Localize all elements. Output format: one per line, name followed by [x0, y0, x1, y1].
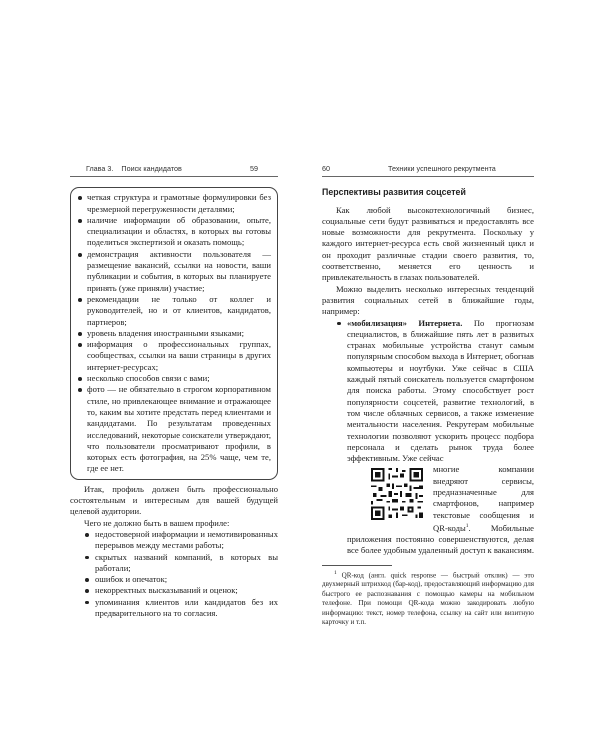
profile-negatives-list	[70, 529, 278, 619]
book-title: Техники успешного рекрутмента	[388, 164, 496, 173]
trend-text-cont: многие компании внедряют сервисы, предназначенные для смартфонов, например текстовые сообщения и QR-коды	[433, 464, 534, 533]
right-running-head	[322, 163, 534, 177]
list-item: скрытых названий компаний, в которых вы работали;	[84, 552, 278, 575]
qr-block	[347, 464, 534, 556]
footnote	[322, 569, 534, 628]
list-item: недостоверной информации и немотивированных перерывов между местами работы;	[84, 529, 278, 552]
list-item: фото — не обязательно в строгом корпоративном стиле, но привлекающее внимание и отражающее то, каким вы хотите предстать перед клиентами и кандидатами. По результатам проведенных исследований, некоторые соискатели утверждают, что пользователи просматривают профили, в которых есть фотография, на 25% чаще, чем те, где ее нет.	[77, 384, 271, 474]
footnote-divider	[322, 565, 392, 566]
paragraph: Как любой высокотехнологичный бизнес, социальные сети будут развиваться и предоставлять все новые возможности для рекрутмента. Поскольку у каждого интернет-ресурса есть свой жизненный цикл и он проходит различные стадии своего развития, то, соответственно, меняется его ценность и привлекательность в глазах пользователей.	[322, 204, 534, 283]
profile-tips-list	[77, 192, 271, 474]
left-running-head	[70, 163, 278, 177]
paragraph: Чего не должно быть в вашем профиле:	[84, 517, 230, 528]
list-item: рекомендации не только от коллег и руководителей, но и от клиентов, кандидатов, партнеров;	[77, 294, 271, 328]
list-item: информация о профессиональных группах, сообществах, ссылки на ваши страницы в других интернет-ресурсах;	[77, 339, 271, 373]
trends-list	[336, 318, 534, 557]
list-item	[336, 318, 534, 557]
right-page-number: 60	[322, 164, 330, 173]
chapter-label: Глава 3.	[86, 164, 114, 173]
trend-title: «мобилизация» Интернета.	[347, 317, 463, 328]
list-item: четкая структура и грамотные формулировки без чрезмерной перегруженности деталями;	[77, 192, 271, 215]
trend-text: По прогнозам специалистов, в ближайшие пять лет в развитых странах мобильные устройства станут самым популярным способом выхода в Интернет, обогнав компьютеры и ноутбуки. Уже сейчас в США каждый пятый соискатель пользуется смартфоном для поиска работы. Этому способствует рост популярности соцсетей, развитие технологий, в том числе облачных сервисов, а также изменение ментальности населения. Рекрутерам мобильные технологии позволяют ускорить процесс подбора персонала и сделать рынок труда более эффективным. Уже сейчас	[347, 317, 535, 464]
paragraph: Можно выделить несколько интересных тенденций развития социальных сетей в ближайшие годы, например:	[322, 283, 534, 317]
chapter-title: Поиск кандидатов	[121, 164, 182, 173]
trend-text-end: . Мобильные приложения постоянно совершенствуются, делая все более удобным удаленный доступ к вакансиям.	[347, 522, 534, 556]
left-page	[70, 163, 278, 619]
left-page-number: 59	[250, 164, 258, 173]
list-item: уровень владения иностранными языками;	[77, 328, 271, 339]
list-item: упоминания клиентов или кандидатов без их предварительного на то согласия.	[84, 597, 278, 620]
footnote-number: 1	[334, 569, 337, 576]
qr-code-icon	[369, 466, 425, 522]
list-item: демонстрация активности пользователя — размещение вакансий, ссылки на новости, ваши публикации и события, в которых вы планируете принять (уже приняли) участие;	[77, 249, 271, 294]
list-item: наличие информации об образовании, опыте, специализации и областях, в которых вы готовы поделиться экспертизой и оказать помощь;	[77, 215, 271, 249]
profile-tips-box	[70, 187, 278, 479]
list-item: несколько способов связи с вами;	[77, 373, 271, 384]
footnote-text: QR-код (англ. quick response — быстрый отклик) — это двухмерный штрихкод (бар-код), предоставляющий информацию для быстрого ее распознавания с помощью камеры на мобильном телефоне. При помощи QR-кода можно закодировать любую информацию: текст, номер телефона, ссылку на сайт или визитную карточку и т.п.	[322, 571, 534, 627]
list-item: некорректных высказываний и оценок;	[84, 585, 278, 596]
list-item: ошибок и опечаток;	[84, 574, 278, 585]
paragraph: Итак, профиль должен быть профессионально состоятельным и интересным для вашей будущей целевой аудитории.	[70, 483, 278, 517]
footnote-mark: 1	[465, 522, 469, 529]
section-title: Перспективы развития соцсетей	[322, 187, 466, 198]
right-page	[322, 163, 534, 627]
